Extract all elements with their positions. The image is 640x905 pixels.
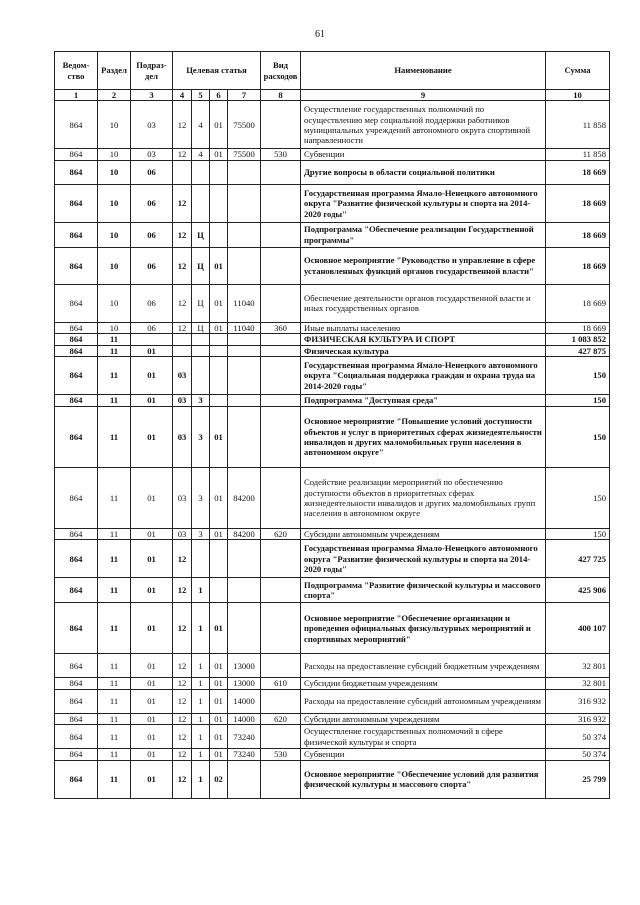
cell-cs-direction: 84200 bbox=[228, 468, 261, 529]
cell-cs-direction bbox=[228, 222, 261, 247]
cell-naimenovanie: Содействие реализации мероприятий по обеспечению доступности объектов в приоритетных сферах жизнедеятельности инвалидов и других маломобильных групп населения в автономном округе bbox=[301, 468, 546, 529]
cell-vid-raskhodov bbox=[261, 247, 301, 284]
cell-cs-subprogram bbox=[192, 184, 210, 222]
cell-razdel: 10 bbox=[98, 284, 131, 322]
cell-razdel: 11 bbox=[98, 689, 131, 713]
cell-podrazdel: 06 bbox=[131, 284, 173, 322]
cell-razdel: 11 bbox=[98, 345, 131, 356]
cell-vid-raskhodov bbox=[261, 468, 301, 529]
cell-podrazdel: 01 bbox=[131, 345, 173, 356]
cell-cs-event: 01 bbox=[210, 678, 228, 689]
table-row bbox=[55, 345, 610, 356]
cell-vedomstvo: 864 bbox=[55, 395, 98, 407]
cell-naimenovanie: Подпрограмма "Развитие физической культуры и массового спорта" bbox=[301, 578, 546, 603]
cell-cs-direction bbox=[228, 540, 261, 578]
cell-naimenovanie: Подпрограмма "Доступная среда" bbox=[301, 395, 546, 407]
cell-cs-event bbox=[210, 160, 228, 184]
cell-cs-direction bbox=[228, 760, 261, 798]
cell-vedomstvo: 864 bbox=[55, 322, 98, 333]
cell-summa: 427 875 bbox=[546, 345, 610, 356]
cell-razdel: 11 bbox=[98, 468, 131, 529]
cell-naimenovanie: Осуществление государственных полномочий в сфере физической культуры и спорта bbox=[301, 725, 546, 749]
table-row bbox=[55, 322, 610, 333]
cell-razdel: 10 bbox=[98, 247, 131, 284]
cell-vid-raskhodov bbox=[261, 357, 301, 395]
cell-vedomstvo: 864 bbox=[55, 149, 98, 160]
cell-vid-raskhodov bbox=[261, 603, 301, 654]
cell-cs-subprogram: 3 bbox=[192, 395, 210, 407]
cell-cs-event: 01 bbox=[210, 149, 228, 160]
cell-cs-program: 12 bbox=[173, 713, 192, 724]
table-row bbox=[55, 760, 610, 798]
table-row bbox=[55, 407, 610, 468]
cell-naimenovanie: Другие вопросы в области социальной политики bbox=[301, 160, 546, 184]
cell-cs-direction bbox=[228, 247, 261, 284]
cell-cs-program: 12 bbox=[173, 749, 192, 760]
cell-summa: 18 669 bbox=[546, 160, 610, 184]
cell-razdel: 10 bbox=[98, 160, 131, 184]
cell-summa: 50 374 bbox=[546, 749, 610, 760]
col-index: 1 bbox=[55, 90, 98, 101]
cell-cs-program: 12 bbox=[173, 678, 192, 689]
cell-vid-raskhodov bbox=[261, 334, 301, 345]
cell-cs-event bbox=[210, 334, 228, 345]
cell-cs-subprogram: 1 bbox=[192, 678, 210, 689]
cell-podrazdel: 03 bbox=[131, 101, 173, 149]
cell-vedomstvo: 864 bbox=[55, 357, 98, 395]
table-row bbox=[55, 101, 610, 149]
cell-razdel: 11 bbox=[98, 654, 131, 678]
cell-summa: 400 107 bbox=[546, 603, 610, 654]
cell-razdel: 10 bbox=[98, 222, 131, 247]
cell-vedomstvo: 864 bbox=[55, 345, 98, 356]
cell-vid-raskhodov bbox=[261, 689, 301, 713]
cell-cs-program: 12 bbox=[173, 184, 192, 222]
column-index-row bbox=[55, 90, 610, 101]
cell-podrazdel: 01 bbox=[131, 603, 173, 654]
cell-cs-event: 01 bbox=[210, 603, 228, 654]
cell-cs-subprogram: 1 bbox=[192, 749, 210, 760]
header-vid-raskhodov: Вид расходов bbox=[261, 52, 301, 90]
cell-cs-event bbox=[210, 357, 228, 395]
cell-cs-event: 01 bbox=[210, 468, 228, 529]
cell-cs-program: 12 bbox=[173, 689, 192, 713]
cell-vid-raskhodov bbox=[261, 101, 301, 149]
cell-cs-subprogram: 4 bbox=[192, 101, 210, 149]
cell-cs-direction bbox=[228, 184, 261, 222]
cell-cs-direction bbox=[228, 395, 261, 407]
table-row bbox=[55, 578, 610, 603]
cell-vedomstvo: 864 bbox=[55, 407, 98, 468]
cell-cs-program: 12 bbox=[173, 284, 192, 322]
cell-cs-event: 01 bbox=[210, 654, 228, 678]
col-index: 4 bbox=[173, 90, 192, 101]
cell-naimenovanie: Обеспечение деятельности органов государственной власти и иных государственных органов bbox=[301, 284, 546, 322]
table-row bbox=[55, 284, 610, 322]
cell-vid-raskhodov: 620 bbox=[261, 529, 301, 540]
cell-cs-program: 03 bbox=[173, 529, 192, 540]
table-row bbox=[55, 468, 610, 529]
cell-podrazdel: 06 bbox=[131, 184, 173, 222]
cell-cs-direction: 84200 bbox=[228, 529, 261, 540]
cell-naimenovanie: Основное мероприятие "Обеспечение условий для развития физической культуры и массового спорта" bbox=[301, 760, 546, 798]
cell-vedomstvo: 864 bbox=[55, 247, 98, 284]
col-index: 9 bbox=[301, 90, 546, 101]
cell-razdel: 10 bbox=[98, 149, 131, 160]
cell-podrazdel: 01 bbox=[131, 760, 173, 798]
table-row bbox=[55, 725, 610, 749]
cell-cs-subprogram: 1 bbox=[192, 760, 210, 798]
cell-vid-raskhodov: 610 bbox=[261, 678, 301, 689]
header-vedomstvo: Ведом- ство bbox=[55, 52, 98, 90]
header-summa: Сумма bbox=[546, 52, 610, 90]
cell-cs-direction: 11040 bbox=[228, 284, 261, 322]
cell-summa: 32 801 bbox=[546, 654, 610, 678]
cell-cs-program: 12 bbox=[173, 322, 192, 333]
cell-cs-subprogram: Ц bbox=[192, 322, 210, 333]
col-index: 6 bbox=[210, 90, 228, 101]
cell-cs-program: 03 bbox=[173, 407, 192, 468]
cell-cs-event bbox=[210, 578, 228, 603]
cell-cs-program: 03 bbox=[173, 468, 192, 529]
cell-cs-event: 01 bbox=[210, 247, 228, 284]
cell-vedomstvo: 864 bbox=[55, 713, 98, 724]
cell-razdel: 11 bbox=[98, 334, 131, 345]
cell-razdel: 11 bbox=[98, 529, 131, 540]
cell-podrazdel: 03 bbox=[131, 149, 173, 160]
cell-vedomstvo: 864 bbox=[55, 725, 98, 749]
cell-podrazdel: 01 bbox=[131, 725, 173, 749]
cell-summa: 316 932 bbox=[546, 689, 610, 713]
cell-naimenovanie: Расходы на предоставление субсидий бюджетным учреждениям bbox=[301, 654, 546, 678]
cell-vid-raskhodov bbox=[261, 578, 301, 603]
cell-cs-program: 12 bbox=[173, 578, 192, 603]
col-index: 2 bbox=[98, 90, 131, 101]
cell-razdel: 11 bbox=[98, 578, 131, 603]
cell-podrazdel: 06 bbox=[131, 247, 173, 284]
cell-razdel: 11 bbox=[98, 725, 131, 749]
cell-summa: 18 669 bbox=[546, 322, 610, 333]
cell-cs-direction bbox=[228, 603, 261, 654]
cell-razdel: 11 bbox=[98, 357, 131, 395]
cell-summa: 150 bbox=[546, 407, 610, 468]
cell-vedomstvo: 864 bbox=[55, 678, 98, 689]
cell-cs-program bbox=[173, 160, 192, 184]
cell-vedomstvo: 864 bbox=[55, 578, 98, 603]
cell-cs-program: 12 bbox=[173, 222, 192, 247]
cell-summa: 427 725 bbox=[546, 540, 610, 578]
cell-summa: 150 bbox=[546, 529, 610, 540]
cell-cs-event: 02 bbox=[210, 760, 228, 798]
cell-podrazdel: 01 bbox=[131, 357, 173, 395]
cell-cs-event bbox=[210, 395, 228, 407]
cell-podrazdel: 01 bbox=[131, 395, 173, 407]
cell-podrazdel: 01 bbox=[131, 468, 173, 529]
cell-cs-direction: 11040 bbox=[228, 322, 261, 333]
table-row bbox=[55, 247, 610, 284]
col-index: 5 bbox=[192, 90, 210, 101]
cell-cs-event: 01 bbox=[210, 689, 228, 713]
cell-razdel: 11 bbox=[98, 713, 131, 724]
cell-summa: 1 083 852 bbox=[546, 334, 610, 345]
cell-naimenovanie: Государственная программа Ямало-Ненецкого автономного округа "Социальная поддержка граждан и охрана труда на 2014-2020 годы" bbox=[301, 357, 546, 395]
cell-vid-raskhodov bbox=[261, 760, 301, 798]
budget-table bbox=[54, 51, 610, 799]
cell-podrazdel: 01 bbox=[131, 578, 173, 603]
table-row bbox=[55, 529, 610, 540]
cell-vid-raskhodov: 620 bbox=[261, 713, 301, 724]
cell-cs-subprogram: 1 bbox=[192, 689, 210, 713]
cell-cs-direction: 75500 bbox=[228, 101, 261, 149]
cell-vid-raskhodov bbox=[261, 284, 301, 322]
table-row bbox=[55, 603, 610, 654]
cell-naimenovanie: Субвенции bbox=[301, 149, 546, 160]
cell-cs-event: 01 bbox=[210, 749, 228, 760]
cell-cs-direction bbox=[228, 357, 261, 395]
cell-cs-event: 01 bbox=[210, 322, 228, 333]
table-row bbox=[55, 357, 610, 395]
cell-cs-program bbox=[173, 345, 192, 356]
cell-cs-subprogram: 1 bbox=[192, 713, 210, 724]
cell-podrazdel: 06 bbox=[131, 222, 173, 247]
cell-cs-program bbox=[173, 334, 192, 345]
cell-cs-subprogram: 1 bbox=[192, 654, 210, 678]
cell-cs-event bbox=[210, 540, 228, 578]
cell-podrazdel: 01 bbox=[131, 540, 173, 578]
cell-vid-raskhodov bbox=[261, 540, 301, 578]
cell-naimenovanie: Осуществление государственных полномочий по осуществлению мер социальной поддержки работников муниципальных учреждений автономного округа спортивной направленности bbox=[301, 101, 546, 149]
cell-cs-subprogram: Ц bbox=[192, 247, 210, 284]
cell-cs-event: 01 bbox=[210, 725, 228, 749]
cell-vedomstvo: 864 bbox=[55, 540, 98, 578]
cell-vid-raskhodov bbox=[261, 222, 301, 247]
cell-vedomstvo: 864 bbox=[55, 529, 98, 540]
cell-cs-program: 03 bbox=[173, 395, 192, 407]
cell-vedomstvo: 864 bbox=[55, 603, 98, 654]
cell-cs-program: 12 bbox=[173, 603, 192, 654]
cell-cs-subprogram bbox=[192, 540, 210, 578]
table-row bbox=[55, 160, 610, 184]
cell-summa: 18 669 bbox=[546, 184, 610, 222]
cell-cs-subprogram: 1 bbox=[192, 578, 210, 603]
cell-vid-raskhodov bbox=[261, 725, 301, 749]
cell-naimenovanie: Расходы на предоставление субсидий автономным учреждениям bbox=[301, 689, 546, 713]
cell-podrazdel: 06 bbox=[131, 160, 173, 184]
cell-podrazdel: 01 bbox=[131, 689, 173, 713]
cell-vedomstvo: 864 bbox=[55, 689, 98, 713]
cell-summa: 32 801 bbox=[546, 678, 610, 689]
cell-vid-raskhodov: 360 bbox=[261, 322, 301, 333]
cell-cs-direction: 13000 bbox=[228, 678, 261, 689]
header-podrazdel: Подраз- дел bbox=[131, 52, 173, 90]
cell-razdel: 11 bbox=[98, 603, 131, 654]
cell-naimenovanie: Физическая культура bbox=[301, 345, 546, 356]
cell-summa: 425 906 bbox=[546, 578, 610, 603]
col-index: 10 bbox=[546, 90, 610, 101]
cell-razdel: 10 bbox=[98, 322, 131, 333]
table-row bbox=[55, 654, 610, 678]
cell-vedomstvo: 864 bbox=[55, 654, 98, 678]
cell-cs-subprogram: Ц bbox=[192, 284, 210, 322]
cell-cs-subprogram: 4 bbox=[192, 149, 210, 160]
cell-vedomstvo: 864 bbox=[55, 334, 98, 345]
cell-vid-raskhodov bbox=[261, 395, 301, 407]
cell-podrazdel: 01 bbox=[131, 749, 173, 760]
cell-summa: 50 374 bbox=[546, 725, 610, 749]
cell-naimenovanie: Основное мероприятие "Руководство и управление в сфере установленных функций органов государственной власти" bbox=[301, 247, 546, 284]
cell-podrazdel: 01 bbox=[131, 713, 173, 724]
cell-naimenovanie: Субвенции bbox=[301, 749, 546, 760]
cell-cs-direction bbox=[228, 407, 261, 468]
cell-vid-raskhodov bbox=[261, 407, 301, 468]
cell-podrazdel: 06 bbox=[131, 322, 173, 333]
header-naimenovanie: Наименование bbox=[301, 52, 546, 90]
cell-cs-direction: 73240 bbox=[228, 725, 261, 749]
cell-podrazdel: 01 bbox=[131, 529, 173, 540]
cell-vedomstvo: 864 bbox=[55, 284, 98, 322]
cell-cs-event bbox=[210, 345, 228, 356]
cell-cs-subprogram: 1 bbox=[192, 603, 210, 654]
table-row bbox=[55, 395, 610, 407]
cell-cs-subprogram: 3 bbox=[192, 529, 210, 540]
cell-summa: 18 669 bbox=[546, 222, 610, 247]
cell-cs-direction: 75500 bbox=[228, 149, 261, 160]
cell-naimenovanie: Субсидии автономным учреждениям bbox=[301, 713, 546, 724]
cell-vid-raskhodov bbox=[261, 345, 301, 356]
cell-razdel: 11 bbox=[98, 760, 131, 798]
cell-cs-direction bbox=[228, 578, 261, 603]
cell-summa: 150 bbox=[546, 357, 610, 395]
cell-razdel: 11 bbox=[98, 678, 131, 689]
cell-cs-direction: 14000 bbox=[228, 713, 261, 724]
cell-vedomstvo: 864 bbox=[55, 749, 98, 760]
cell-podrazdel: 01 bbox=[131, 407, 173, 468]
cell-cs-program: 12 bbox=[173, 540, 192, 578]
cell-cs-event: 01 bbox=[210, 407, 228, 468]
cell-cs-event: 01 bbox=[210, 713, 228, 724]
col-index: 3 bbox=[131, 90, 173, 101]
cell-vid-raskhodov bbox=[261, 184, 301, 222]
cell-vedomstvo: 864 bbox=[55, 222, 98, 247]
cell-razdel: 11 bbox=[98, 395, 131, 407]
cell-cs-direction bbox=[228, 345, 261, 356]
cell-naimenovanie: Основное мероприятие "Повышение условий доступности объектов и услуг в приоритетных сферах жизнедеятельности инвалидов и других маломобильных групп населения в автономном округе" bbox=[301, 407, 546, 468]
table-row bbox=[55, 678, 610, 689]
cell-podrazdel bbox=[131, 334, 173, 345]
cell-razdel: 11 bbox=[98, 749, 131, 760]
page-number: 61 bbox=[315, 29, 325, 40]
cell-cs-event: 01 bbox=[210, 101, 228, 149]
header-celevaya-statya: Целевая статья bbox=[173, 52, 261, 90]
cell-cs-program: 12 bbox=[173, 725, 192, 749]
cell-naimenovanie: ФИЗИЧЕСКАЯ КУЛЬТУРА И СПОРТ bbox=[301, 334, 546, 345]
cell-summa: 150 bbox=[546, 468, 610, 529]
cell-cs-subprogram bbox=[192, 334, 210, 345]
cell-cs-subprogram: 3 bbox=[192, 468, 210, 529]
cell-cs-direction: 14000 bbox=[228, 689, 261, 713]
cell-cs-program: 03 bbox=[173, 357, 192, 395]
cell-cs-subprogram: 1 bbox=[192, 725, 210, 749]
cell-naimenovanie: Субсидии бюджетным учреждениям bbox=[301, 678, 546, 689]
cell-cs-program: 12 bbox=[173, 654, 192, 678]
col-index: 8 bbox=[261, 90, 301, 101]
table-row bbox=[55, 222, 610, 247]
table-row bbox=[55, 713, 610, 724]
cell-cs-subprogram bbox=[192, 345, 210, 356]
cell-summa: 11 858 bbox=[546, 149, 610, 160]
cell-podrazdel: 01 bbox=[131, 654, 173, 678]
cell-vedomstvo: 864 bbox=[55, 184, 98, 222]
table-row bbox=[55, 184, 610, 222]
cell-cs-subprogram: 3 bbox=[192, 407, 210, 468]
cell-vid-raskhodov: 530 bbox=[261, 749, 301, 760]
cell-cs-subprogram bbox=[192, 160, 210, 184]
table-row bbox=[55, 540, 610, 578]
header-razdel: Раздел bbox=[98, 52, 131, 90]
col-index: 7 bbox=[228, 90, 261, 101]
cell-cs-subprogram bbox=[192, 357, 210, 395]
cell-vedomstvo: 864 bbox=[55, 160, 98, 184]
cell-naimenovanie: Государственная программа Ямало-Ненецкого автономного округа "Развитие физической культуры и спорта на 2014-2020 годы" bbox=[301, 184, 546, 222]
header-row bbox=[55, 52, 610, 90]
cell-razdel: 11 bbox=[98, 540, 131, 578]
cell-razdel: 10 bbox=[98, 184, 131, 222]
cell-summa: 18 669 bbox=[546, 284, 610, 322]
cell-cs-subprogram: Ц bbox=[192, 222, 210, 247]
cell-naimenovanie: Иные выплаты населению bbox=[301, 322, 546, 333]
cell-vedomstvo: 864 bbox=[55, 101, 98, 149]
cell-cs-event bbox=[210, 184, 228, 222]
cell-cs-direction bbox=[228, 334, 261, 345]
cell-razdel: 11 bbox=[98, 407, 131, 468]
table-row bbox=[55, 689, 610, 713]
cell-cs-event bbox=[210, 222, 228, 247]
cell-summa: 150 bbox=[546, 395, 610, 407]
cell-cs-direction: 73240 bbox=[228, 749, 261, 760]
cell-podrazdel: 01 bbox=[131, 678, 173, 689]
cell-summa: 316 932 bbox=[546, 713, 610, 724]
cell-cs-event: 01 bbox=[210, 284, 228, 322]
cell-vedomstvo: 864 bbox=[55, 760, 98, 798]
cell-cs-event: 01 bbox=[210, 529, 228, 540]
table-row bbox=[55, 334, 610, 345]
cell-razdel: 10 bbox=[98, 101, 131, 149]
cell-cs-program: 12 bbox=[173, 149, 192, 160]
cell-vid-raskhodov bbox=[261, 160, 301, 184]
cell-vedomstvo: 864 bbox=[55, 468, 98, 529]
table-row bbox=[55, 749, 610, 760]
cell-cs-program: 12 bbox=[173, 101, 192, 149]
cell-summa: 25 799 bbox=[546, 760, 610, 798]
cell-cs-direction: 13000 bbox=[228, 654, 261, 678]
cell-summa: 18 669 bbox=[546, 247, 610, 284]
cell-cs-program: 12 bbox=[173, 247, 192, 284]
cell-summa: 11 858 bbox=[546, 101, 610, 149]
cell-naimenovanie: Подпрограмма "Обеспечение реализации Государственной программы" bbox=[301, 222, 546, 247]
table-row bbox=[55, 149, 610, 160]
cell-cs-program: 12 bbox=[173, 760, 192, 798]
cell-vid-raskhodov bbox=[261, 654, 301, 678]
cell-vid-raskhodov: 530 bbox=[261, 149, 301, 160]
cell-naimenovanie: Основное мероприятие "Обеспечение организации и проведения официальных физкультурных мероприятий и спортивных мероприятий" bbox=[301, 603, 546, 654]
cell-cs-direction bbox=[228, 160, 261, 184]
cell-naimenovanie: Государственная программа Ямало-Ненецкого автономного округа "Развитие физической культуры и спорта на 2014-2020 годы" bbox=[301, 540, 546, 578]
cell-naimenovanie: Субсидии автономным учреждениям bbox=[301, 529, 546, 540]
